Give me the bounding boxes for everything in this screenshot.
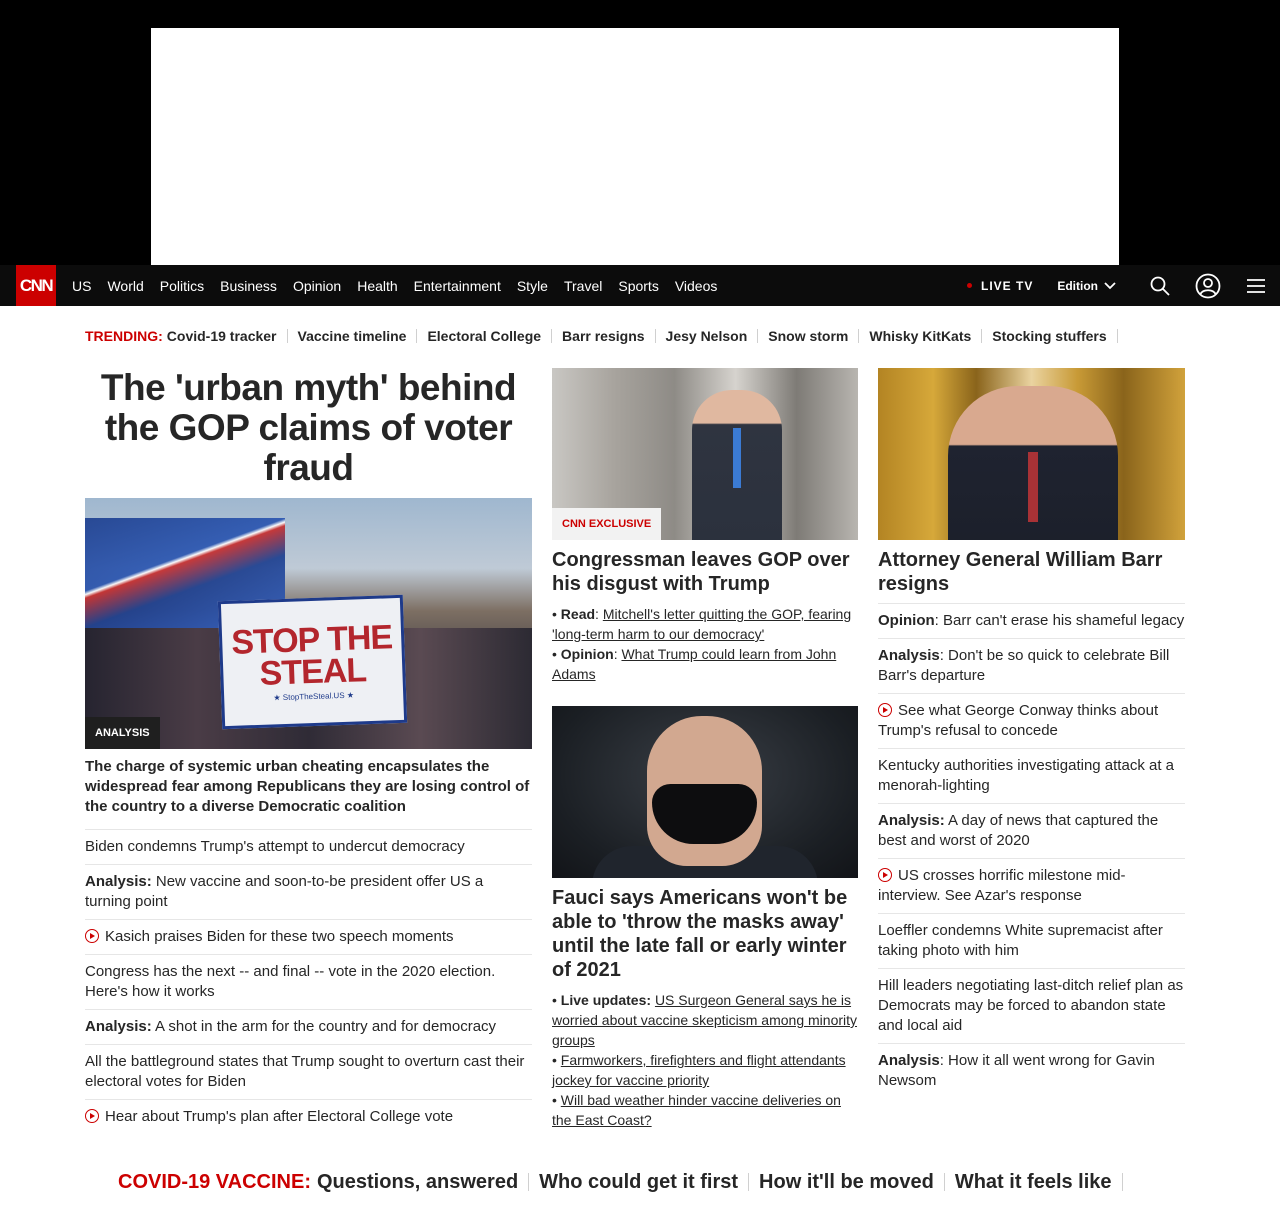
item-text: : Barr can't erase his shameful legacy — [934, 612, 1185, 629]
trending-item[interactable]: Covid-19 tracker — [166, 328, 277, 344]
lead-story-column — [85, 368, 532, 1134]
exclusive-tag: CNN EXCLUSIVE — [552, 508, 661, 540]
play-video-icon — [878, 868, 892, 882]
item-text: Loeffler condemns White supremacist after taking photo with him — [878, 922, 1163, 959]
nav-link-sports[interactable]: Sports — [618, 277, 659, 294]
search-icon — [1150, 276, 1170, 296]
bullet-text: Farmworkers, firefighters and flight attendants jockey for vaccine priority — [552, 1052, 846, 1088]
covid-link[interactable]: How it'll be moved — [759, 1170, 934, 1193]
edition-dropdown[interactable] — [1057, 279, 1116, 293]
trending-item[interactable]: Whisky KitKats — [869, 328, 972, 344]
barr-headline[interactable]: Attorney General William Barr resigns — [878, 548, 1185, 604]
tie-graphic — [1028, 452, 1038, 522]
divider — [757, 329, 758, 343]
live-tv-button[interactable] — [967, 279, 1033, 293]
item-text: Congress has the next -- and final -- vote in the 2020 election. Here's how it works — [85, 963, 496, 1000]
ad-zone — [0, 0, 1280, 265]
item-text: : Don't be so quick to celebrate Bill Barr's departure — [878, 647, 1170, 684]
list-item[interactable] — [85, 1100, 532, 1134]
item-prefix: Analysis: — [85, 873, 152, 890]
nav-link-world[interactable]: World — [107, 277, 144, 294]
trending-item[interactable]: Barr resigns — [562, 328, 645, 344]
nav-link-style[interactable]: Style — [516, 277, 548, 294]
list-item[interactable] — [878, 914, 1185, 969]
divider — [944, 1173, 945, 1191]
item-text: A day of news that captured the best and worst of 2020 — [878, 812, 1159, 849]
chevron-down-icon — [1104, 282, 1116, 290]
play-video-icon — [878, 703, 892, 717]
bullet-item[interactable]: • Live updates: US Surgeon General says he is worried about vaccine skepticism among minority groups — [552, 992, 858, 1048]
nav-link-entertainment[interactable]: Entertainment — [413, 277, 501, 294]
item-text: A shot in the arm for the country and for democracy — [151, 1018, 497, 1035]
bullet-text: What Trump could learn from John Adams — [552, 646, 837, 682]
bullet-text: US Surgeon General says he is worried about vaccine skepticism among minority groups — [552, 992, 858, 1048]
fauci-image[interactable] — [552, 706, 858, 878]
congressman-bullets — [552, 604, 858, 684]
nav-link-us[interactable]: US — [72, 277, 92, 294]
menu-button[interactable] — [1232, 265, 1280, 306]
item-text: Hear about Trump's plan after Electoral College vote — [105, 1108, 454, 1125]
congressman-image[interactable] — [552, 368, 858, 540]
nav-link-business[interactable]: Business — [220, 277, 277, 294]
lead-story-image[interactable] — [85, 498, 532, 749]
divider — [287, 329, 288, 343]
divider — [981, 329, 982, 343]
nav-link-videos[interactable]: Videos — [674, 277, 718, 294]
item-text: Biden condemns Trump's attempt to undercut democracy — [85, 838, 465, 855]
bullet-item[interactable]: • Opinion: What Trump could learn from John Adams — [552, 646, 837, 682]
bullet-item[interactable]: • Read: Mitchell's letter quitting the GOP, fearing 'long-term harm to our democracy' — [552, 606, 852, 642]
item-text: See what George Conway thinks about Trump's refusal to concede — [878, 702, 1159, 739]
list-item[interactable] — [85, 865, 532, 920]
list-item[interactable] — [878, 1044, 1185, 1098]
divider — [528, 1173, 529, 1191]
trending-item[interactable]: Vaccine timeline — [297, 328, 407, 344]
bullet-text: Mitchell's letter quitting the GOP, fearing 'long-term harm to our democracy' — [552, 606, 852, 642]
bullet-label: Read — [560, 606, 596, 622]
banner-text: STOP THE STEAL — [230, 617, 393, 693]
divider — [655, 329, 656, 343]
divider — [1122, 1173, 1123, 1191]
list-item[interactable] — [85, 1045, 532, 1100]
middle-column — [552, 368, 858, 1130]
barr-image[interactable] — [878, 368, 1185, 540]
analysis-tag: ANALYSIS — [85, 717, 160, 749]
list-item[interactable] — [85, 830, 532, 865]
list-item[interactable] — [85, 955, 532, 1010]
bullet-label: Opinion — [560, 646, 614, 662]
bullet-label: Live updates: — [560, 992, 652, 1008]
nav-links — [64, 265, 725, 306]
divider — [551, 329, 552, 343]
protest-banner — [218, 595, 407, 729]
barr-related-list — [878, 604, 1185, 1098]
nav-link-health[interactable]: Health — [357, 277, 398, 294]
tie-graphic — [733, 428, 741, 488]
right-column — [878, 368, 1185, 1098]
trending-item[interactable]: Stocking stuffers — [992, 328, 1107, 344]
lead-headline[interactable]: The 'urban myth' behind the GOP claims of voter fraud — [100, 367, 517, 488]
nav-right — [967, 265, 1280, 306]
nav-link-politics[interactable]: Politics — [159, 277, 205, 294]
live-tv-label: LIVE TV — [980, 278, 1034, 293]
item-prefix: Analysis: — [878, 812, 945, 829]
item-text: US crosses horrific milestone mid-interview. See Azar's response — [878, 867, 1126, 904]
bullet-item[interactable]: • Will bad weather hinder vaccine deliveries on the East Coast? — [552, 1092, 841, 1128]
covid-vaccine-bar — [118, 1171, 1133, 1193]
divider — [858, 329, 859, 343]
item-text: : How it all went wrong for Gavin Newsom — [878, 1052, 1155, 1089]
list-item[interactable] — [878, 804, 1185, 859]
item-text: Kasich praises Biden for these two speech moments — [105, 928, 454, 945]
bullet-text: Will bad weather hinder vaccine deliveries on the East Coast? — [552, 1092, 841, 1128]
nav-link-travel[interactable]: Travel — [563, 277, 603, 294]
fauci-headline[interactable]: Fauci says Americans won't be able to 'throw the masks away' until the late fall or early winter of 2021 — [552, 887, 848, 981]
play-video-icon — [85, 1109, 99, 1123]
search-button[interactable] — [1136, 265, 1184, 306]
item-text: Hill leaders negotiating last-ditch relief plan as Democrats may be forced to abandon state and local aid — [878, 977, 1184, 1034]
covid-link[interactable]: What it feels like — [954, 1170, 1112, 1193]
item-prefix: Analysis: — [85, 1018, 152, 1035]
fauci-bullets — [552, 990, 858, 1130]
trending-label: TRENDING: — [85, 328, 163, 344]
item-prefix: Opinion — [878, 612, 935, 629]
item-prefix: Analysis — [878, 647, 940, 664]
live-dot-icon — [967, 283, 972, 288]
divider — [748, 1173, 749, 1191]
bullet-item[interactable]: • Farmworkers, firefighters and flight attendants jockey for vaccine priority — [552, 1052, 846, 1088]
trending-item[interactable]: Jesy Nelson — [665, 328, 748, 344]
play-video-icon — [85, 929, 99, 943]
covid-link[interactable]: Questions, answered — [317, 1170, 519, 1193]
top-navigation — [0, 265, 1280, 306]
lead-related-list — [85, 830, 532, 1134]
lead-subheadline[interactable]: The charge of systemic urban cheating encapsulates the widespread fear among Republicans they are losing control of the country to a diverse Democratic coalition — [85, 757, 532, 830]
list-item[interactable] — [878, 639, 1185, 694]
list-item[interactable] — [878, 969, 1185, 1044]
list-item[interactable] — [878, 749, 1185, 804]
trending-item[interactable]: Electoral College — [427, 328, 542, 344]
user-icon — [1195, 273, 1221, 299]
covid-link[interactable]: Who could get it first — [539, 1170, 739, 1193]
list-item[interactable] — [878, 859, 1185, 914]
congressman-headline[interactable]: Congressman leaves GOP over his disgust with Trump — [552, 549, 850, 595]
item-prefix: Analysis — [878, 1052, 940, 1069]
list-item[interactable] — [878, 694, 1185, 749]
list-item[interactable] — [878, 604, 1185, 639]
item-text: New vaccine and soon-to-be president offer US a turning point — [85, 873, 484, 910]
hamburger-menu-icon — [1246, 278, 1266, 294]
cnn-logo[interactable]: CNN — [16, 265, 56, 306]
divider — [416, 329, 417, 343]
banner-small-text: ★ StopTheSteal.US ★ — [273, 690, 355, 702]
list-item[interactable] — [85, 1010, 532, 1045]
item-text: Kentucky authorities investigating attack at a menorah-lighting — [878, 757, 1175, 794]
divider — [1117, 329, 1118, 343]
edition-label: Edition — [1057, 278, 1098, 293]
mask-graphic — [652, 784, 757, 844]
nav-link-opinion[interactable]: Opinion — [292, 277, 342, 294]
covid-label: COVID-19 VACCINE: — [118, 1170, 311, 1193]
trending-bar — [85, 327, 1128, 345]
account-button[interactable] — [1184, 265, 1232, 306]
item-text: All the battleground states that Trump sought to overturn cast their electoral votes for Biden — [85, 1053, 525, 1090]
list-item[interactable] — [85, 920, 532, 955]
trending-item[interactable]: Snow storm — [768, 328, 849, 344]
ad-placeholder — [151, 28, 1119, 265]
